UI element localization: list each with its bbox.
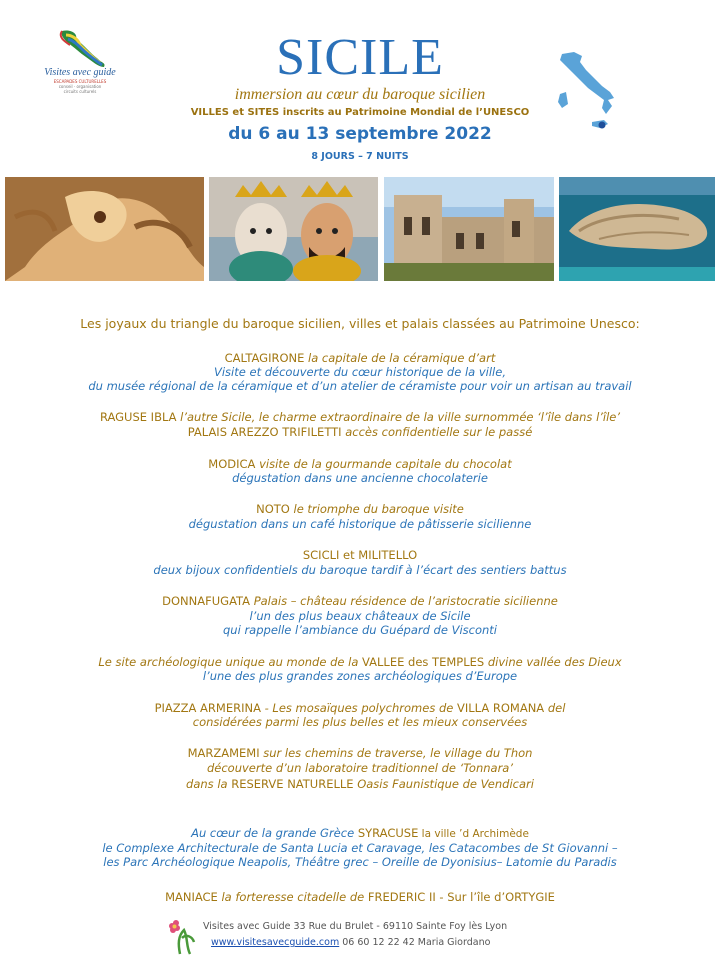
marzamemi-line-3 [0, 777, 720, 792]
syracuse-intro: Au cœur de la grande Grèce [191, 826, 358, 840]
trip-duration: 8 JOURS – 7 NUITS [311, 151, 409, 162]
website-link[interactable]: www.visitesavecguide.com [211, 937, 340, 948]
logo-tagline-2: conseil · organisation [58, 84, 102, 89]
palais-arezzo-name: PALAIS AREZZO TRIFILETTI [187, 425, 342, 439]
piazza-heading [0, 701, 720, 716]
sicily-marker-icon [599, 122, 606, 129]
frederic-name: FREDERIC II [367, 890, 436, 904]
donnafugata-desc: Palais – château résidence de l’aristocratie sicilienne [250, 594, 558, 608]
marzamemi-heading [0, 746, 720, 761]
syracuse-desc: la ville ’d Archimède [418, 828, 529, 840]
caltagirone-line-3: du musée régional de la céramique et d’un atelier de céramiste pour voir un artisan au travail [88, 379, 632, 393]
noto-heading [0, 502, 720, 517]
noto-desc: le triomphe du baroque visite [289, 502, 464, 516]
maniace-desc-2: - Sur l’île [435, 890, 495, 904]
logo-tagline-3: circuits culturels [63, 89, 97, 94]
noto-name: NOTO [256, 502, 290, 516]
piazza-line-2: considérées parmi les plus belles et les mieux conservées [192, 715, 528, 729]
maniace-desc: la forteresse citadelle de [217, 890, 368, 904]
donnafugata-line-2: l’un des plus beaux châteaux de Sicile [249, 609, 471, 623]
donnafugata-line-3: qui rappelle l’ambiance du Guépard de Visconti [223, 623, 497, 637]
modica-heading [0, 457, 720, 472]
intro-text: Les joyaux du triangle du baroque sicilien, villes et palais classées au Patrimoine Unesco: [80, 316, 640, 331]
piazza-name: PIAZZA ARMERINA [154, 701, 261, 715]
photo-baroque-sculpture [5, 177, 204, 281]
caltagirone-line-2: Visite et découverte du cœur historique de la ville, [214, 365, 506, 379]
marzamemi-line-2: découverte d’un laboratoire traditionnel de ‘Tonnara’ [206, 761, 513, 775]
photo-donnafugata-castle [384, 177, 554, 281]
footer-address: Visites avec Guide 33 Rue du Brulet - 69110 Sainte Foy lès Lyon [203, 921, 508, 932]
palais-arezzo-desc: accès confidentielle sur le passé [341, 425, 533, 439]
italy-map-icon [552, 50, 620, 138]
donnafugata-heading [0, 594, 720, 609]
temples-desc: divine vallée des Dieux [484, 655, 622, 669]
caltagirone-desc: la capitale de la céramique d’art [304, 351, 496, 365]
raguse-name: RAGUSE IBLA [99, 410, 177, 424]
piazza-desc: - Les mosaïques polychromes de [260, 701, 457, 715]
reserve-intro: dans la [186, 777, 232, 791]
scicli-heading: SCICLI et MILITELLO [302, 548, 418, 562]
trip-dates: du 6 au 13 septembre 2022 [228, 124, 492, 144]
marzamemi-desc: sur les chemins de traverse, le village du Thon [259, 746, 533, 760]
page-title: SICILE [276, 29, 444, 86]
raguse-desc: l’autre Sicile, le charme extraordinaire de la ville surnommée ‘l’île dans l’île’ [176, 410, 621, 424]
footer-phone: 06 60 12 22 42 Maria Giordano [339, 937, 491, 948]
unesco-line: VILLES et SITES inscrits au Patrimoine Mondial de l’UNESCO [190, 107, 530, 118]
footer-contact-line [211, 937, 490, 948]
scicli-line-2: deux bijoux confidentiels du baroque tardif à l’écart des sentiers battus [153, 563, 567, 577]
reserve-desc: Oasis Faunistique de Vendicari [353, 777, 534, 791]
noto-line-2: dégustation dans un café historique de pâtisserie sicilienne [188, 517, 532, 531]
syracuse-heading [0, 826, 720, 842]
marzamemi-name: MARZAMEMI [187, 746, 260, 760]
caltagirone-heading [0, 351, 720, 366]
page-subtitle: immersion au cœur du baroque sicilien [234, 86, 486, 103]
modica-desc: visite de la gourmande capitale du chocolat [255, 457, 512, 471]
raguse-heading [0, 410, 720, 425]
syracuse-line-2: le Complexe Architecturale de Santa Lucia et Caravage, les Catacombes de St Giovanni – [102, 841, 618, 855]
syracuse-name: SYRACUSE [357, 826, 419, 840]
syracuse-line-3: les Parc Archéologique Neapolis, Théâtre grec – Oreille de Dyonisius– Latomie du Paradis [103, 855, 617, 869]
modica-line-2: dégustation dans une ancienne chocolaterie [232, 471, 488, 485]
modica-name: MODICA [208, 457, 256, 471]
photo-ortigia-aerial [559, 177, 715, 281]
maniace-name: MANIACE [165, 890, 218, 904]
donnafugata-name: DONNAFUGATA [162, 594, 251, 608]
temples-intro: Le site archéologique unique au monde de la [98, 655, 363, 669]
temples-name: VALLEE des TEMPLES [362, 655, 485, 669]
ortygie-name: d’ORTYGIE [494, 890, 555, 904]
caltagirone-name: CALTAGIRONE [224, 351, 305, 365]
piazza-desc-end: del [544, 701, 566, 715]
logo-tagline: ESCAPADES CULTURELLES [53, 79, 107, 84]
villa-romana-name: VILLA ROMANA [457, 701, 545, 715]
maniace-heading [0, 890, 720, 905]
raguse-line-2 [0, 425, 720, 440]
reserve-name: RESERVE NATURELLE [231, 777, 354, 791]
logo-name: Visites avec guide [44, 67, 116, 78]
flower-logo-icon [164, 918, 198, 956]
temples-line-2: l’une des plus grandes zones archéologiques d’Europe [202, 669, 518, 683]
temples-heading [0, 655, 720, 670]
photo-ceramic-heads [209, 177, 378, 281]
